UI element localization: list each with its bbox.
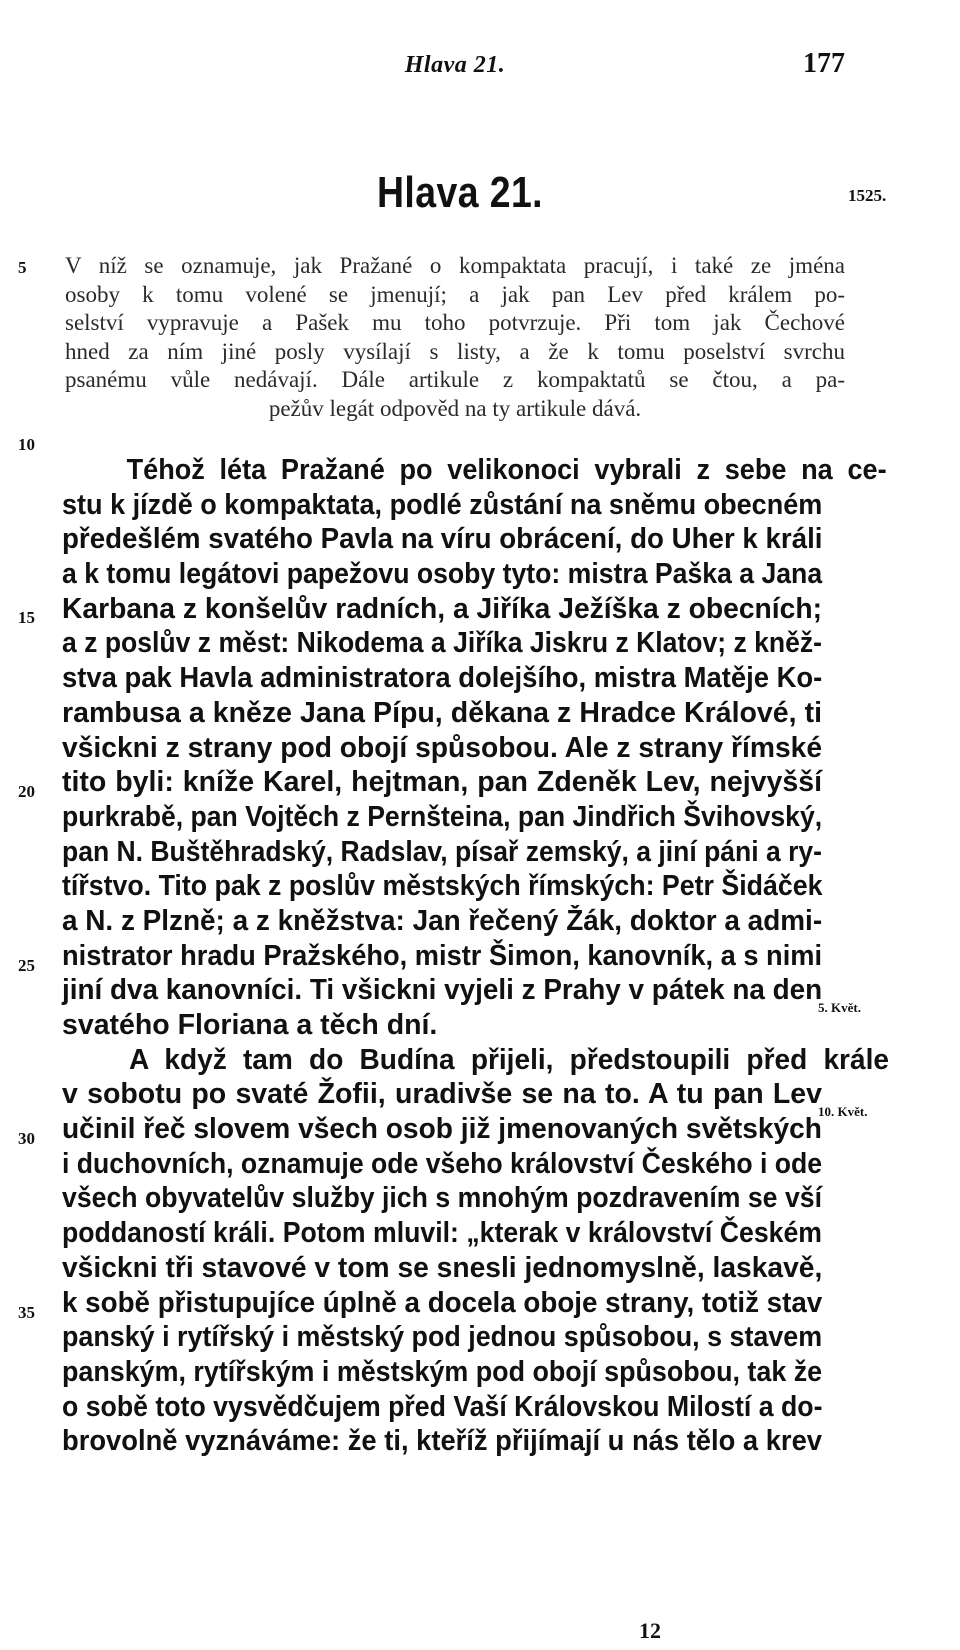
line-number: 15 — [18, 608, 35, 627]
summary-line: V níž se oznamuje, jak Pražané o kompaktata pracují, i také ze jména — [65, 253, 845, 278]
text-line: purkrabě, pan Vojtěch z Pernšteina, pan Jindřich Švihovský, — [62, 800, 823, 833]
running-head: Hlava 21. — [404, 52, 506, 78]
summary-line: selství vypravuje a Pašek mu toho potvrzuje. Při tom jak Čechové — [65, 310, 845, 335]
text-line: panským, rytířským i městským pod obojí spůsobou, tak že — [62, 1355, 823, 1388]
text-line: brovolně vyznáváme: že ti, kteříž přijímají u nás tělo a krev — [62, 1425, 823, 1458]
text-line: stu k jízdě o kompaktata, podlé zůstání na sněmu obecném — [62, 488, 823, 521]
line-number: 25 — [18, 956, 35, 975]
text-line: všickni z strany pod obojí spůsobou. Ale z strany římské — [62, 731, 823, 764]
text-line: tířstvo. Tito pak z poslův městských římských: Petr Šidáček — [62, 870, 823, 903]
chapter-title: Hlava 21. — [376, 168, 544, 217]
year-margin-note: 1525. — [848, 186, 887, 205]
text-line: učinil řeč slovem všech osob již jmenovaných světských — [62, 1113, 822, 1146]
text-line: v sobotu po svaté Žofii, uradivše se na to. A tu pan Lev — [62, 1078, 822, 1111]
text-line: a z poslův z měst: Nikodema a Jiříka Jiskru z Klatov; z kněž- — [62, 627, 823, 660]
page-number: 177 — [803, 48, 845, 79]
text-line: A když tam do Budína přijeli, předstoupili před krále — [128, 1043, 889, 1076]
summary-line: hned za ním jiné posly vysílají s listy, a že k tomu poselství svrchu — [65, 338, 845, 364]
summary-line: osoby k tomu volené se jmenují; a jak pan Lev před králem po- — [65, 281, 845, 307]
text-line: všech obyvatelův služby jich s mnohým pozdravením se vší — [62, 1182, 822, 1215]
text-line: panský i rytířský i městský pod jednou spůsobou, s stavem — [62, 1321, 823, 1354]
text-line: předešlém svatého Pavla na víru obrácení, do Uher k králi — [62, 523, 823, 556]
text-line: poddaností králi. Potom mluvil: „kterak v království Českém — [62, 1217, 822, 1250]
text-line: k sobě přistupujíce úplně a docela oboje strany, totiž stav — [62, 1286, 823, 1319]
summary-line: pežův legát odpověd na ty artikule dává. — [268, 395, 642, 421]
text-line: o sobě toto vysvědčujem před Vaší Královskou Milostí a do- — [62, 1390, 823, 1423]
text-line: všickni tři stavové v tom se snesli jednomyslně, laskavě, — [62, 1251, 823, 1284]
text-line: a k tomu legátovi papežovu osoby tyto: mistra Paška a Jana — [62, 558, 823, 591]
page-header — [0, 48, 960, 92]
text-line: Téhož léta Pražané po velikonoci vybrali z sebe na ce- — [126, 454, 887, 486]
line-number: 30 — [18, 1129, 35, 1148]
text-line: rambusa a kněze Jana Pípu, děkana z Hradce Králové, ti — [62, 696, 822, 729]
summary-line: psanému vůle nedávají. Dále artikule z kompaktatů se čtou, a pa- — [65, 367, 845, 392]
text-line: stva pak Havla administratora dolejšího, mistra Matěje Ko- — [62, 662, 823, 695]
line-number: 20 — [18, 782, 35, 801]
margin-note-date: 10. Květ. — [818, 1104, 868, 1119]
chapter-summary — [65, 252, 845, 423]
margin-note-date: 5. Květ. — [818, 1000, 861, 1015]
line-number: 35 — [18, 1303, 35, 1322]
text-line: pan N. Buštěhradský, Radslav, písař zemský, a jiní páni a ry- — [62, 835, 822, 868]
text-line: nistrator hradu Pražského, mistr Šimon, kanovník, a s nimi — [62, 939, 823, 972]
line-number: 10 — [18, 435, 35, 454]
line-number: 5 — [18, 258, 27, 277]
text-line: i duchovních, oznamuje ode všeho království Českého i ode — [62, 1147, 823, 1180]
text-line: tito byli: kníže Karel, hejtman, pan Zdeněk Lev, nejvyšší — [62, 766, 822, 799]
text-line: jiní dva kanovníci. Ti všickni vyjeli z Prahy v pátek na den — [62, 974, 823, 1007]
text-line: a N. z Plzně; a z kněžstva: Jan řečený Žák, doktor a admi- — [62, 904, 823, 937]
text-line: svatého Floriana a těch dní. — [62, 1009, 438, 1041]
text-line: Karbana z konšelův radních, a Jiříka Ježíška z obecních; — [62, 592, 823, 625]
signature-mark: 12 — [639, 1618, 661, 1643]
